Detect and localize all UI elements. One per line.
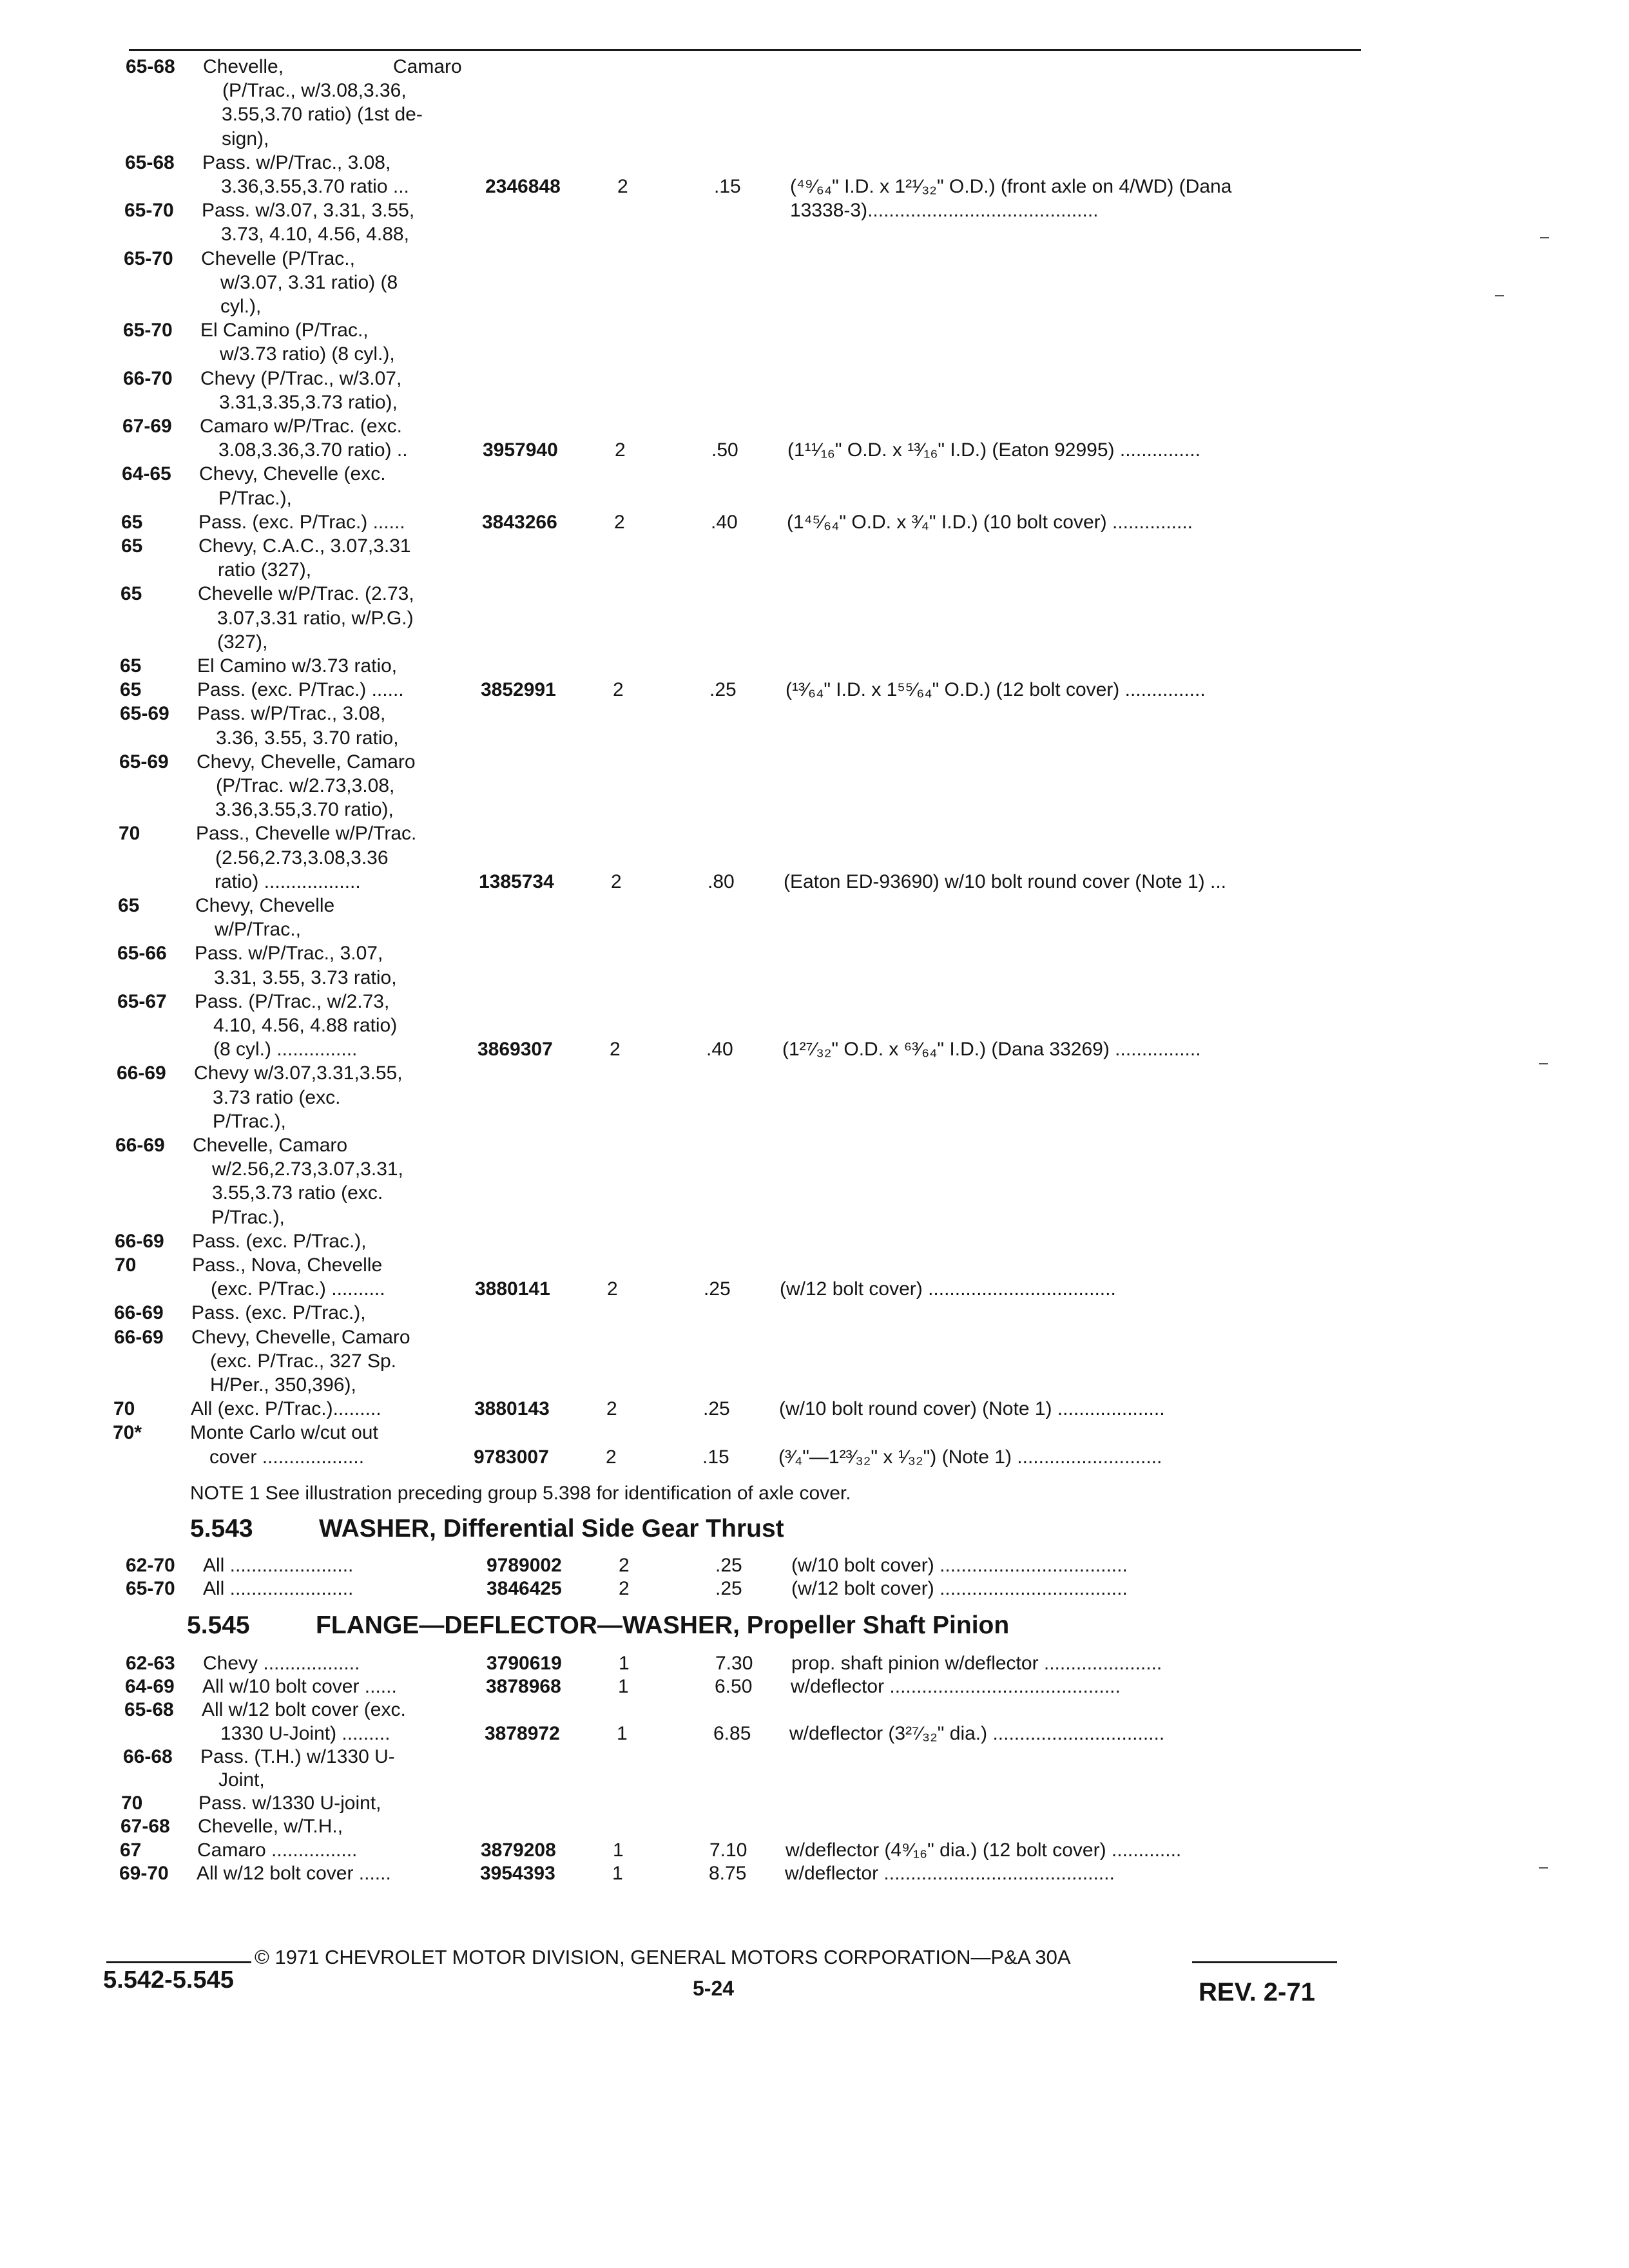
table-row (0, 487, 1629, 510)
table-row (0, 463, 1629, 486)
application-description: Chevy, C.A.C., 3.07,3.31 (198, 535, 411, 557)
application-description: El Camino w/3.73 ratio, (197, 655, 398, 677)
year-range: 62-63 (126, 1653, 175, 1674)
application-description: All (exc. P/Trac.)......... (191, 1398, 381, 1420)
quantity: 2 (615, 439, 626, 461)
part-number: 3790619 (487, 1653, 562, 1674)
year-range: 66-69 (117, 1062, 166, 1084)
application-description: Chevy, Chevelle, Camaro (191, 1326, 410, 1348)
application-description: ratio) .................. (215, 870, 361, 892)
table-row (0, 367, 1629, 390)
year-range: 62-70 (126, 1555, 175, 1576)
table-row (0, 1675, 1629, 1698)
application-description: (8 cyl.) ............... (213, 1039, 358, 1061)
table-row (0, 1698, 1629, 1722)
quantity: 1 (612, 1862, 623, 1884)
quantity: 2 (611, 870, 622, 892)
table-row (0, 535, 1629, 558)
application-description: Pass. (exc. P/Trac.), (192, 1230, 367, 1252)
price: .25 (703, 1398, 730, 1420)
quantity: 1 (617, 1722, 628, 1744)
part-number: 3880143 (474, 1398, 550, 1420)
application-description: Chevy, Chevelle, Camaro (197, 751, 416, 773)
application-description: H/Per., 350,396), (210, 1374, 356, 1396)
table-row (0, 1722, 1629, 1745)
page-number: 5-24 (693, 1977, 735, 2000)
price: 7.30 (715, 1653, 753, 1674)
table-row (0, 1862, 1629, 1885)
year-range: 65 (120, 583, 142, 605)
application-description: All ....................... (203, 1555, 354, 1576)
table-row (0, 1815, 1629, 1838)
application-description: w/2.56,2.73,3.07,3.31, (212, 1158, 403, 1180)
table-row (0, 1038, 1629, 1061)
remarks: (³⁄₄"—1²³⁄₃₂" x ¹⁄₃₂") (Note 1) ........................... (778, 1446, 1162, 1468)
table-row (0, 1652, 1629, 1675)
table-row (0, 1182, 1629, 1205)
revision: REV. 2-71 (1199, 1978, 1315, 2006)
application-description: 1330 U-Joint) ......... (220, 1722, 390, 1744)
part-number: 3878968 (486, 1676, 561, 1698)
top-rule (129, 49, 1361, 51)
application-description: (327), (217, 631, 268, 653)
year-range: 69-70 (119, 1862, 169, 1884)
remarks: (w/10 bolt cover) ................................... (791, 1555, 1128, 1576)
application-description: All ....................... (203, 1578, 354, 1599)
copyright-line: © 1971 CHEVROLET MOTOR DIVISION, GENERAL MOTORS CORPORATION—P&A 30A (255, 1946, 1071, 1968)
table-row (0, 1254, 1629, 1277)
year-range: 65-70 (124, 247, 173, 269)
remarks: (w/10 bolt round cover) (Note 1) .................... (779, 1398, 1165, 1420)
application-description: 3.07,3.31 ratio, w/P.G.) (217, 607, 414, 629)
part-number: 9789002 (487, 1555, 562, 1576)
application-description-2: Camaro (393, 56, 462, 77)
year-range: 70* (113, 1422, 142, 1444)
year-range: 64-69 (125, 1676, 175, 1698)
table-row (0, 894, 1629, 918)
table-row (0, 582, 1629, 606)
year-range: 65 (121, 535, 143, 557)
quantity: 2 (606, 1398, 617, 1420)
table-row (0, 607, 1629, 630)
application-description: All w/10 bolt cover ...... (202, 1676, 397, 1698)
table-row (0, 1374, 1629, 1397)
table-row (0, 727, 1629, 750)
year-range: 66-69 (115, 1135, 165, 1156)
application-description: Camaro ................ (197, 1839, 358, 1861)
application-description: Pass., Nova, Chevelle (192, 1254, 383, 1276)
margin-mark (1539, 1867, 1548, 1869)
year-range: 65 (120, 655, 142, 677)
application-description: Chevy (P/Trac., w/3.07, (200, 367, 402, 389)
application-description: Chevelle w/P/Trac. (2.73, (198, 583, 414, 605)
remarks: prop. shaft pinion w/deflector ...................... (791, 1653, 1162, 1674)
table-row (0, 151, 1629, 175)
table-row (0, 175, 1629, 198)
application-description: sign), (222, 128, 269, 149)
quantity: 2 (617, 176, 628, 197)
table-row (0, 1134, 1629, 1157)
application-description: Chevelle, Camaro (193, 1135, 348, 1156)
part-number: 2346848 (485, 176, 561, 197)
group-range: 5.542-5.545 (103, 1966, 234, 1994)
application-description: Pass. w/P/Trac., 3.08, (202, 151, 391, 173)
section-5-543-heading (0, 1514, 1629, 1544)
part-number: 3852991 (481, 679, 556, 701)
quantity: 1 (618, 1676, 629, 1698)
remarks: (w/12 bolt cover) ................................... (791, 1578, 1128, 1599)
table-row (0, 1206, 1629, 1229)
quantity: 1 (613, 1839, 624, 1861)
table-row (0, 1110, 1629, 1133)
application-description: 3.73, 4.10, 4.56, 4.88, (221, 224, 409, 245)
application-description: ratio (327), (218, 559, 312, 581)
year-range: 67 (120, 1839, 142, 1861)
margin-mark (1539, 1063, 1548, 1064)
part-number: 3878972 (485, 1722, 560, 1744)
year-range: 70 (121, 1792, 143, 1814)
table-row (0, 391, 1629, 414)
table-row (0, 79, 1629, 102)
table-row (0, 847, 1629, 870)
price: .15 (702, 1446, 729, 1468)
table-row (0, 1745, 1629, 1769)
table-row (0, 1839, 1629, 1862)
table-row (0, 774, 1629, 798)
table-row (0, 822, 1629, 845)
part-number: 3957940 (483, 439, 558, 461)
table-row (0, 1577, 1629, 1600)
table-row (0, 1792, 1629, 1815)
application-description: cover ................... (209, 1446, 365, 1468)
application-description: cyl.), (220, 296, 262, 317)
table-row (0, 1398, 1629, 1421)
table-row (0, 678, 1629, 702)
remarks: (1²⁷⁄₃₂" O.D. x ⁶³⁄₆₄" I.D.) (Dana 33269) ................ (782, 1039, 1201, 1061)
quantity: 2 (610, 1039, 621, 1061)
quantity: 2 (613, 679, 624, 701)
table-row (0, 798, 1629, 822)
year-range: 67-68 (120, 1816, 170, 1838)
application-description: P/Trac.), (218, 487, 292, 509)
table-row (0, 1302, 1629, 1325)
section-number: 5.545 (187, 1611, 250, 1639)
table-row (0, 918, 1629, 941)
part-number: 3954393 (480, 1862, 555, 1884)
application-description: El Camino (P/Trac., (200, 320, 369, 341)
table-row (0, 1086, 1629, 1110)
quantity: 2 (614, 511, 625, 533)
table-row (0, 870, 1629, 894)
application-description: w/P/Trac., (215, 919, 301, 941)
remarks: (1¹¹⁄₁₆" O.D. x ¹³⁄₁₆" I.D.) (Eaton 92995) ............... (787, 439, 1200, 461)
application-description: w/3.07, 3.31 ratio) (8 (220, 271, 398, 293)
table-row (0, 128, 1629, 151)
year-range: 65 (121, 511, 143, 533)
table-row (0, 439, 1629, 462)
price: .50 (711, 439, 738, 461)
table-row (0, 1158, 1629, 1181)
remarks: w/deflector (3²⁷⁄₃₂" dia.) ................................ (789, 1722, 1165, 1744)
application-description: Joint, (218, 1769, 265, 1791)
quantity: 2 (619, 1578, 630, 1599)
application-description: All w/12 bolt cover (exc. (202, 1699, 406, 1721)
year-range: 66-69 (115, 1230, 164, 1252)
price: 6.85 (713, 1722, 751, 1744)
application-description: Pass. w/P/Trac., 3.08, (197, 703, 386, 725)
application-description: 3.08,3.36,3.70 ratio) .. (218, 439, 408, 461)
application-description: 3.55,3.70 ratio) (1st de- (222, 104, 423, 126)
application-description: Pass. (T.H.) w/1330 U- (200, 1745, 395, 1767)
table-row (0, 1421, 1629, 1445)
remarks: (Eaton ED-93690) w/10 bolt round cover (Note 1) ... (784, 870, 1227, 892)
application-description: Pass. (exc. P/Trac.) ...... (198, 511, 405, 533)
year-range: 65-68 (124, 1699, 174, 1721)
section-5-545-heading (0, 1611, 1629, 1640)
margin-mark (1540, 237, 1549, 238)
part-number: 1385734 (479, 870, 554, 892)
application-description: Pass. w/3.07, 3.31, 3.55, (202, 200, 415, 222)
price: .15 (714, 176, 741, 197)
table-row (0, 199, 1629, 222)
application-description: 3.36,3.55,3.70 ratio), (215, 799, 394, 821)
application-description: Chevelle, (203, 56, 284, 77)
year-range: 70 (115, 1254, 137, 1276)
part-number: 3879208 (481, 1839, 556, 1861)
part-number: 3843266 (482, 511, 557, 533)
year-range: 65 (118, 895, 140, 916)
quantity: 2 (606, 1446, 617, 1468)
application-description: (P/Trac. w/2.73,3.08, (216, 775, 395, 796)
year-range: 65-69 (119, 751, 169, 773)
year-range: 70 (119, 823, 140, 845)
application-description: Chevy, Chevelle (exc. (199, 463, 386, 485)
footer-rule-left (106, 1961, 251, 1963)
year-range: 65 (120, 679, 142, 701)
year-range: 65-70 (124, 200, 174, 222)
table-row (0, 1446, 1629, 1469)
section-number: 5.543 (190, 1515, 253, 1542)
section-title: WASHER, Differential Side Gear Thrust (319, 1515, 784, 1542)
application-description: Pass. (exc. P/Trac.), (191, 1302, 366, 1324)
remarks: (w/12 bolt cover) ................................... (780, 1278, 1116, 1300)
application-description: (P/Trac., w/3.08,3.36, (222, 80, 407, 102)
year-range: 65-70 (123, 320, 173, 341)
application-description: Chevelle, w/T.H., (198, 1816, 343, 1838)
table-row (0, 942, 1629, 965)
year-range: 70 (113, 1398, 135, 1420)
quantity: 2 (619, 1555, 630, 1576)
table-row (0, 103, 1629, 126)
remarks: (¹³⁄₆₄" I.D. x 1⁵⁵⁄₆₄" O.D.) (12 bolt cover) ............... (786, 679, 1206, 701)
table-row (0, 990, 1629, 1014)
year-range: 65-70 (126, 1578, 175, 1599)
application-description: Pass., Chevelle w/P/Trac. (196, 823, 417, 845)
table-row (0, 1769, 1629, 1792)
price: .40 (706, 1039, 733, 1061)
year-range: 65-66 (117, 943, 167, 965)
application-description: Chevy, Chevelle (195, 895, 335, 916)
application-description: 3.31, 3.55, 3.73 ratio, (214, 966, 397, 988)
application-description: Camaro w/P/Trac. (exc. (200, 416, 402, 437)
price: 8.75 (709, 1862, 747, 1884)
table-row (0, 1014, 1629, 1037)
year-range: 65-67 (117, 990, 167, 1012)
year-range: 66-70 (123, 367, 173, 389)
footer-rule-right (1192, 1961, 1337, 1963)
table-row (0, 1350, 1629, 1373)
margin-mark (1495, 295, 1504, 296)
part-number: 3846425 (487, 1578, 562, 1599)
application-description: 3.55,3.73 ratio (exc. (212, 1182, 383, 1204)
table-row (0, 751, 1629, 774)
year-range: 66-69 (114, 1326, 164, 1348)
year-range: 65-68 (125, 151, 175, 173)
table-row (0, 223, 1629, 246)
quantity: 2 (607, 1278, 618, 1300)
part-number: 3869307 (477, 1039, 553, 1061)
application-description: 3.36,3.55,3.70 ratio ... (221, 176, 409, 197)
price: 6.50 (715, 1676, 753, 1698)
year-range: 65-69 (120, 703, 169, 725)
table-row (0, 343, 1629, 366)
quantity: 1 (619, 1653, 630, 1674)
application-description: P/Trac.), (213, 1110, 286, 1132)
table-row (0, 702, 1629, 726)
application-description: Pass. w/1330 U-joint, (198, 1792, 381, 1814)
year-range: 67-69 (122, 416, 172, 437)
table-row (0, 55, 1629, 79)
table-row (0, 1326, 1629, 1349)
part-number: 3880141 (475, 1278, 550, 1300)
remarks: w/deflector ........................................... (791, 1676, 1121, 1698)
year-range: 66-69 (114, 1302, 164, 1324)
price: .25 (709, 679, 737, 701)
table-row (0, 271, 1629, 294)
remarks: (⁴⁹⁄₆₄" I.D. x 1²¹⁄₃₂" O.D.) (front axle on 4/WD) (Dana (790, 176, 1232, 197)
remarks: w/deflector (4⁹⁄₁₆" dia.) (12 bolt cover) ............. (786, 1839, 1182, 1861)
note-1: NOTE 1 See illustration preceding group 5.398 for identification of axle cover. (190, 1483, 851, 1504)
table-row (0, 1278, 1629, 1301)
remarks: 13338-3)........................................... (790, 200, 1099, 222)
price: 7.10 (709, 1839, 747, 1861)
price: .25 (715, 1555, 742, 1576)
application-description: 3.73 ratio (exc. (213, 1086, 341, 1108)
table-row (0, 1554, 1629, 1577)
application-description: All w/12 bolt cover ...... (197, 1862, 391, 1884)
application-description: Chevy w/3.07,3.31,3.55, (194, 1062, 403, 1084)
table-row (0, 295, 1629, 318)
price: .80 (708, 870, 735, 892)
table-row (0, 319, 1629, 342)
application-description: (exc. P/Trac.) .......... (211, 1278, 385, 1300)
price: .25 (715, 1578, 742, 1599)
price: .40 (711, 511, 738, 533)
year-range: 66-68 (123, 1745, 173, 1767)
year-range: 65-68 (126, 56, 175, 77)
application-description: (2.56,2.73,3.08,3.36 (215, 847, 389, 869)
table-row (0, 247, 1629, 271)
application-description: 3.31,3.35,3.73 ratio), (219, 391, 398, 413)
application-description: (exc. P/Trac., 327 Sp. (210, 1350, 396, 1372)
application-description: P/Trac.), (211, 1206, 285, 1228)
application-description: Monte Carlo w/cut out (190, 1422, 378, 1444)
table-row (0, 1062, 1629, 1085)
table-row (0, 511, 1629, 534)
application-description: 3.36, 3.55, 3.70 ratio, (216, 727, 399, 749)
table-row (0, 655, 1629, 678)
table-row (0, 1230, 1629, 1253)
table-row (0, 966, 1629, 990)
table-row (0, 415, 1629, 438)
part-number: 9783007 (474, 1446, 549, 1468)
application-description: 4.10, 4.56, 4.88 ratio) (213, 1015, 398, 1036)
price: .25 (704, 1278, 731, 1300)
remarks: w/deflector ........................................... (785, 1862, 1115, 1884)
table-row (0, 631, 1629, 654)
application-description: Chevelle (P/Trac., (201, 247, 355, 269)
section-title: FLANGE—DEFLECTOR—WASHER, Propeller Shaft Pinion (316, 1611, 1010, 1639)
application-description: Pass. w/P/Trac., 3.07, (195, 943, 383, 965)
year-range: 64-65 (122, 463, 171, 485)
remarks: (1⁴⁵⁄₆₄" O.D. x ³⁄₄" I.D.) (10 bolt cover) ............... (787, 511, 1193, 533)
application-description: w/3.73 ratio) (8 cyl.), (220, 343, 395, 365)
application-description: Pass. (exc. P/Trac.) ...... (197, 679, 404, 701)
application-description: Pass. (P/Trac., w/2.73, (195, 990, 390, 1012)
table-row (0, 559, 1629, 582)
application-description: Chevy .................. (203, 1653, 360, 1674)
